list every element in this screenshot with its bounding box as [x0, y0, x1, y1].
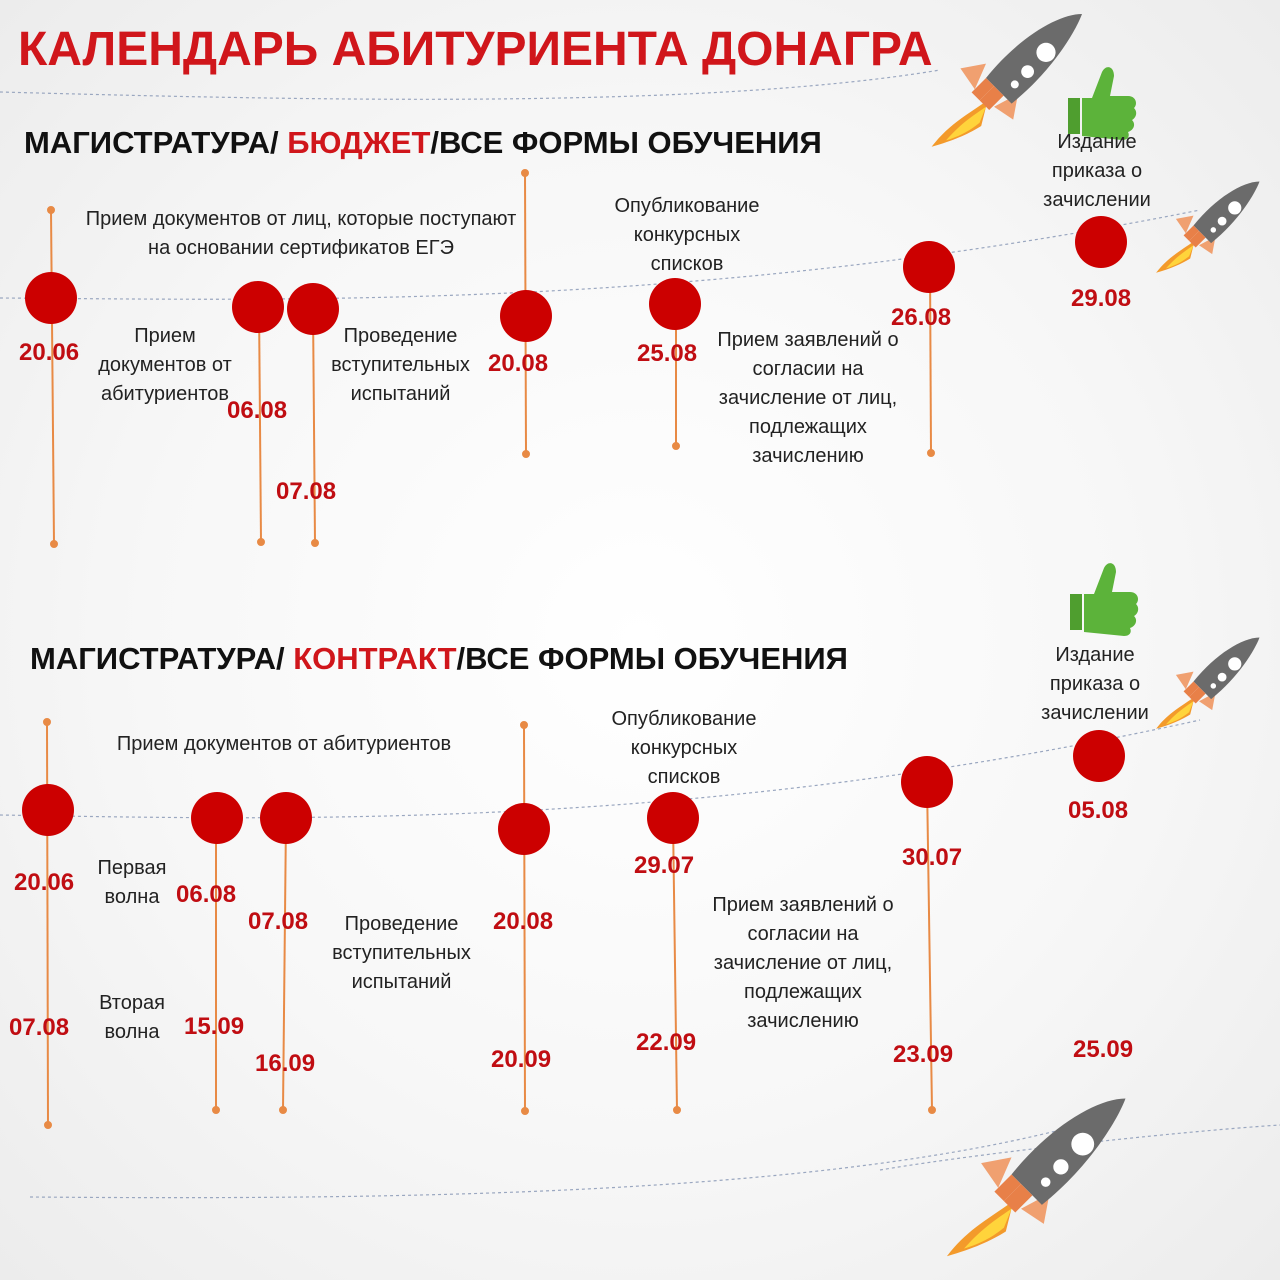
rocket-icon — [947, 1099, 1126, 1257]
label-docs: Прием документов от абитуриентов — [116, 733, 452, 755]
date-label: 20.06 — [14, 869, 75, 896]
heading-accent: БЮДЖЕТ — [287, 125, 431, 160]
date-label: 30.07 — [902, 844, 963, 871]
date-label: 06.08 — [176, 881, 237, 908]
label-docs: Прием документов от абитуриентов — [98, 325, 232, 405]
section-heading-contract — [30, 641, 848, 677]
date-label: 25.08 — [637, 340, 698, 367]
date-label: 20.08 — [488, 350, 549, 377]
rocket-icon — [1156, 638, 1259, 729]
date-label: 29.08 — [1071, 285, 1132, 312]
label-order: Издание приказа о зачислении — [1041, 644, 1149, 724]
date-label: 20.06 — [19, 339, 80, 366]
rocket-icon — [1156, 182, 1259, 273]
date-label: 20.08 — [493, 908, 554, 935]
heading-prefix: МАГИСТРАТУРА/ — [24, 125, 288, 160]
date-label: 16.09 — [255, 1050, 316, 1077]
date-label: 25.09 — [1073, 1036, 1134, 1063]
date-label: 05.08 — [1068, 797, 1129, 824]
label-wave-1: Первая волна — [97, 857, 167, 908]
date-label: 07.08 — [248, 908, 309, 935]
thumbs-up-icon — [1070, 563, 1138, 636]
label-exams: Проведение вступительных испытаний — [332, 913, 471, 993]
label-lists: Опубликование конкурсных списков — [611, 708, 757, 788]
date-label: 06.08 — [227, 397, 288, 424]
section-heading-budget — [24, 125, 822, 161]
date-label: 15.09 — [184, 1013, 245, 1040]
date-label: 29.07 — [634, 852, 695, 879]
date-label: 23.09 — [893, 1041, 954, 1068]
label-exams: Проведение вступительных испытаний — [331, 325, 470, 405]
label-consent: Прием заявлений о согласии на зачисление от лиц, подлежащих зачислению — [712, 894, 894, 1032]
label-lists: Опубликование конкурсных списков — [614, 195, 760, 275]
label-consent: Прием заявлений о согласии на зачисление от лиц, подлежащих зачислению — [717, 329, 899, 467]
date-label: 22.09 — [636, 1029, 697, 1056]
date-label: 07.08 — [9, 1014, 70, 1041]
label-ege-docs: Прием документов от лиц, которые поступают на основании сертификатов ЕГЭ — [85, 208, 517, 259]
heading-suffix: /ВСЕ ФОРМЫ ОБУЧЕНИЯ — [456, 641, 848, 676]
label-wave-2: Вторая волна — [99, 992, 165, 1043]
heading-suffix: /ВСЕ ФОРМЫ ОБУЧЕНИЯ — [430, 125, 822, 160]
page-title: КАЛЕНДАРЬ АБИТУРИЕНТА ДОНАГРА — [18, 23, 933, 76]
date-label: 20.09 — [491, 1046, 552, 1073]
date-label: 26.08 — [891, 304, 952, 331]
label-order: Издание приказа о зачислении — [1043, 131, 1151, 211]
date-label: 07.08 — [276, 478, 337, 505]
heading-accent: КОНТРАКТ — [293, 641, 457, 676]
rocket-icon — [932, 14, 1082, 147]
heading-prefix: МАГИСТРАТУРА/ — [30, 641, 294, 676]
